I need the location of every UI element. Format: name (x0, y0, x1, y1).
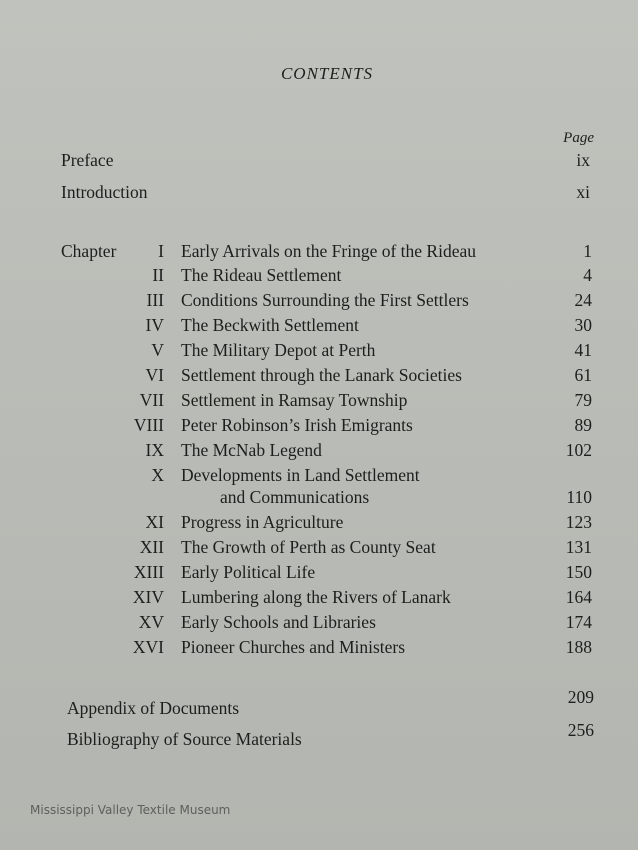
chapter-row (0, 562, 638, 586)
chapter-page: 150 (565, 562, 592, 582)
chapter-title: Lumbering along the Rivers of Lanark (181, 587, 451, 607)
chapter-row (0, 241, 638, 265)
chapter-title: Peter Robinson’s Irish Emigrants (181, 415, 413, 435)
chapter-title: Developments in Land Settlement (181, 465, 420, 485)
chapter-title-continued: and Communications (220, 487, 370, 507)
chapter-number: V (151, 340, 164, 360)
chapter-row-continued (0, 487, 638, 511)
chapter-page: 30 (574, 315, 592, 335)
chapter-row (0, 265, 638, 289)
chapter-number: IV (145, 315, 164, 335)
chapter-title: The Growth of Perth as County Seat (181, 537, 436, 557)
chapter-title: Pioneer Churches and Ministers (181, 637, 406, 657)
chapter-title: Early Political Life (181, 562, 316, 582)
chapter-row (0, 465, 638, 489)
chapter-number: XIV (132, 587, 164, 607)
chapter-title: Progress in Agriculture (181, 512, 344, 532)
toc-entry-preface: Preface (61, 150, 114, 170)
chapter-title: Settlement in Ramsay Township (181, 390, 408, 410)
chapter-row (0, 637, 638, 661)
chapter-label: Chapter (61, 241, 117, 261)
toc-page-bibliography: 256 (567, 720, 594, 740)
chapter-page: 174 (565, 612, 592, 632)
page-title: CONTENTS (280, 64, 374, 83)
chapter-page: 164 (565, 587, 592, 607)
toc-page-preface: ix (576, 150, 590, 170)
chapter-row (0, 587, 638, 611)
chapter-title: Early Arrivals on the Fringe of the Rideau (181, 241, 476, 261)
chapter-page: 102 (565, 440, 592, 460)
chapter-title: The Military Depot at Perth (181, 340, 376, 360)
chapter-row (0, 612, 638, 636)
chapter-number: VII (139, 390, 164, 410)
chapter-page: 4 (583, 265, 592, 285)
chapter-number: XI (145, 512, 164, 532)
chapter-number: IX (145, 440, 164, 460)
chapter-number: VI (145, 365, 164, 385)
chapter-row (0, 365, 638, 389)
page-column-header: Page (563, 130, 594, 146)
chapter-row (0, 440, 638, 464)
chapter-row (0, 512, 638, 536)
chapter-title: Early Schools and Libraries (181, 612, 376, 632)
chapter-page: 61 (574, 365, 592, 385)
toc-entry-appendix: Appendix of Documents (67, 698, 240, 718)
chapter-title: The Rideau Settlement (181, 265, 342, 285)
chapter-title: The McNab Legend (181, 440, 322, 460)
chapter-row (0, 290, 638, 314)
chapter-row (0, 415, 638, 439)
chapter-number: X (151, 465, 164, 485)
chapter-page: 24 (574, 290, 592, 310)
chapter-number: XV (138, 612, 164, 632)
chapter-number: XIII (133, 562, 164, 582)
chapter-title: Settlement through the Lanark Societies (181, 365, 462, 385)
chapter-row (0, 537, 638, 561)
chapter-page: 110 (566, 487, 592, 507)
chapter-page: 89 (574, 415, 592, 435)
chapter-title: The Beckwith Settlement (181, 315, 359, 335)
toc-page-introduction: xi (576, 182, 590, 202)
chapter-page: 188 (565, 637, 592, 657)
chapter-number: I (158, 241, 164, 261)
chapter-number: XII (139, 537, 164, 557)
chapter-row (0, 340, 638, 364)
chapter-row (0, 315, 638, 339)
chapter-number: XVI (132, 637, 164, 657)
toc-page-appendix: 209 (567, 687, 594, 707)
chapter-page: 41 (574, 340, 592, 360)
toc-entry-introduction: Introduction (61, 182, 148, 202)
chapter-number: III (146, 290, 164, 310)
chapter-page: 131 (565, 537, 592, 557)
watermark-text: Mississippi Valley Textile Museum (30, 803, 231, 817)
chapter-number: II (152, 265, 164, 285)
chapter-page: 1 (583, 241, 592, 261)
chapter-number: VIII (133, 415, 164, 435)
toc-entry-bibliography: Bibliography of Source Materials (67, 729, 302, 749)
chapter-title: Conditions Surrounding the First Settlers (181, 290, 469, 310)
chapter-page: 123 (565, 512, 592, 532)
chapter-page: 79 (574, 390, 592, 410)
chapter-row (0, 390, 638, 414)
